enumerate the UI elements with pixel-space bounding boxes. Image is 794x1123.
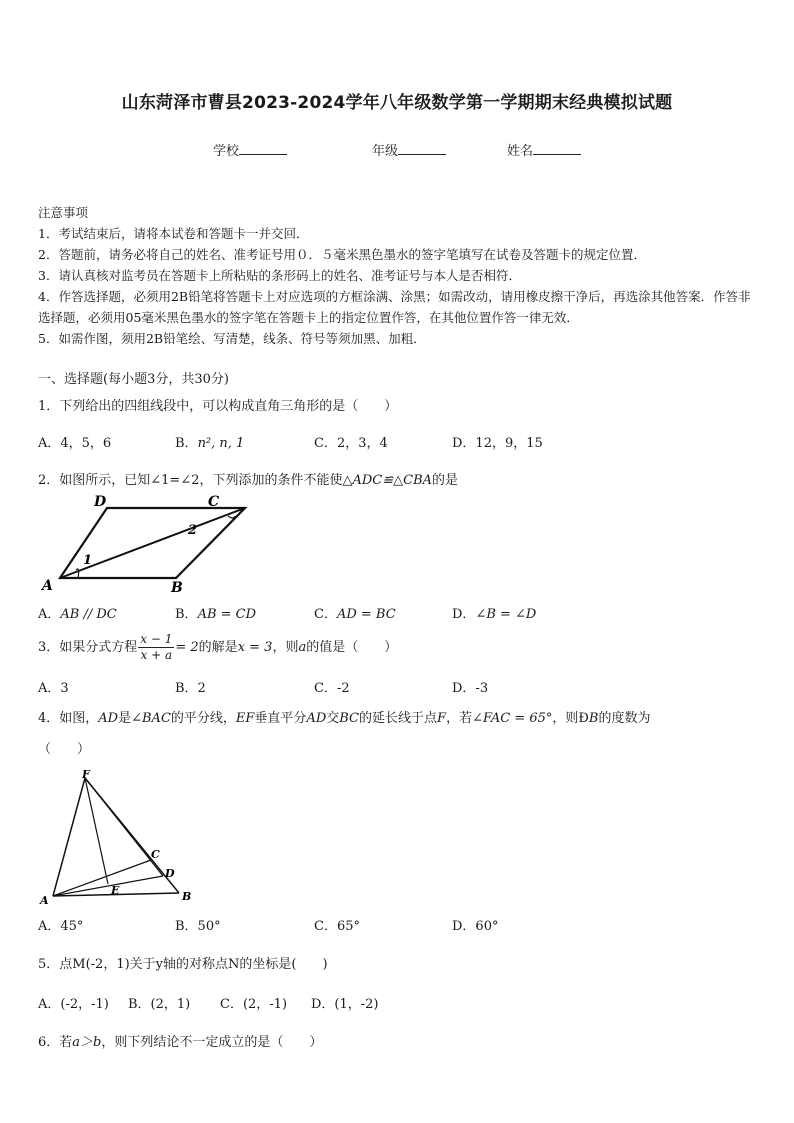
q5-option-b: B．(2，1)	[128, 997, 191, 1012]
q4-text-7: ，若	[446, 711, 473, 726]
q1-option-a: A．4，5，6	[38, 436, 112, 451]
q2-option-d	[452, 603, 536, 622]
fig4-label-a: A	[40, 894, 49, 906]
q3-fraction	[138, 632, 174, 663]
q6-expr: a＞b	[72, 1035, 102, 1050]
q3-variable: a	[298, 640, 307, 655]
q4-angle-fac: ∠FAC = 65°	[472, 711, 553, 726]
q5-option-c: C．(2，-1)	[220, 997, 288, 1012]
school-field	[213, 140, 287, 159]
q4-point-f: F	[437, 711, 447, 726]
q2-stem-text: 2．如图所示，已知∠1=∠2，下列添加的条件不能使	[38, 473, 343, 488]
fig2-label-a: A	[42, 578, 53, 594]
q6-text-pre: 6．若	[38, 1035, 73, 1050]
q4-text-1: 4．如图，	[38, 711, 99, 726]
q4-text-5: 交	[326, 711, 340, 726]
q2-option-c	[314, 603, 396, 622]
fig2-angle-2: 2	[188, 523, 198, 538]
q4-text-2: 是	[118, 711, 132, 726]
q2-option-a	[38, 603, 117, 622]
q5-option-a: A．(-2，-1)	[38, 997, 109, 1012]
q3-option-c: C．-2	[314, 681, 350, 696]
q3-solution: x = 3	[237, 640, 273, 655]
q3-fraction-denominator: x + a	[140, 648, 173, 662]
question-6-stem	[38, 1031, 322, 1050]
q3-stem-end: 的值是（ ）	[306, 640, 398, 655]
fig4-label-f: F	[82, 768, 90, 781]
name-blank	[533, 142, 581, 155]
q1-option-b	[175, 432, 244, 451]
q3-option-b: B．2	[175, 681, 206, 696]
note-item-2: 2．答题前，请务必将自己的姓名、准考证号用０．５毫米黑色墨水的签字笔填写在试卷及答题卡的规定位置．	[38, 247, 646, 262]
q4-angle-bac: ∠BAC	[131, 711, 171, 726]
page-title: 山东菏泽市曹县2023-2024学年八年级数学第一学期期末经典模拟试题	[121, 93, 673, 113]
question-3-stem	[38, 629, 397, 667]
q4-option-b: B．50°	[175, 919, 221, 934]
fig2-label-c: C	[208, 494, 220, 510]
notes-heading: 注意事项	[38, 205, 89, 220]
section-heading: 一、选择题(每小题3分，共30分)	[38, 372, 229, 387]
grade-blank	[398, 142, 446, 155]
triangle-figure	[38, 766, 198, 906]
q4-option-a: A．45°	[38, 919, 84, 934]
fig4-label-c: C	[151, 848, 160, 861]
q1-option-c: C．2，3，4	[314, 436, 388, 451]
q4-option-c: C．65°	[314, 919, 360, 934]
question-4-stem	[38, 707, 650, 726]
q3-stem-mid: 的解是	[198, 640, 238, 655]
parallelogram-figure	[38, 492, 258, 596]
q4-text-3: 的平分线，	[170, 711, 236, 726]
q3-stem-text: 3．如果分式方程	[38, 640, 138, 655]
note-item-4: 4．作答选择题，必须用2B铅笔将答题卡上对应选项的方框涂满、涂黑；如需改动，请用橡皮擦干净后，再选涂其他答案．作答非选择题，必须用05毫米黑色墨水的签字笔在答题卡上的指定位置作答，在其他位置作答一律无效．	[38, 289, 751, 325]
fig2-label-d: D	[94, 494, 107, 510]
q3-option-d: D．-3	[452, 681, 489, 696]
fig4-label-e: E	[111, 884, 120, 897]
q4-ad: AD	[98, 711, 119, 726]
name-label: 姓名	[507, 144, 534, 159]
q2-stem-expr: △ADC≌△CBA	[342, 473, 433, 488]
q2-option-c-expr: AD = BC	[336, 607, 396, 622]
note-item-5: 5．如需作图，须用2B铅笔绘、写清楚，线条、符号等须加黑、加粗．	[38, 331, 426, 346]
q3-fraction-numerator: x − 1	[140, 632, 173, 646]
school-blank	[239, 142, 287, 155]
note-item-3: 3．请认真核对监考员在答题卡上所粘贴的条形码上的姓名、准考证号与本人是否相符．	[38, 268, 521, 283]
question-5-stem: 5．点M(-2，1)关于y轴的对称点N的坐标是( )	[38, 957, 328, 972]
fig4-label-d: D	[165, 867, 175, 880]
q2-option-a-label: A．	[38, 607, 61, 622]
q4-ef: EF	[235, 711, 255, 726]
q2-stem-end: 的是	[432, 473, 459, 488]
q2-option-d-label: D．	[452, 607, 476, 622]
name-field	[507, 140, 581, 159]
q2-option-d-expr: ∠B = ∠D	[475, 607, 537, 622]
note-item-1: 1．考试结束后，请将本试卷和答题卡一并交回．	[38, 226, 309, 241]
q3-equals: = 2	[175, 640, 199, 655]
q4-text-6: 的延长线于点	[359, 711, 438, 726]
question-1-stem: 1．下列给出的四组线段中，可以构成直角三角形的是（ ）	[38, 399, 398, 414]
q2-option-c-label: C．	[314, 607, 337, 622]
q3-option-a: A．3	[38, 681, 69, 696]
q1-option-d: D．12，9，15	[452, 436, 543, 451]
q4-text-4: 垂直平分	[254, 711, 307, 726]
q2-option-b-label: B．	[175, 607, 198, 622]
q4-point-b: B	[588, 711, 599, 726]
q3-stem-mid2: ，则	[272, 640, 299, 655]
q6-text-post: ，则下列结论不一定成立的是（ ）	[101, 1035, 323, 1050]
fig2-angle-1: 1	[83, 553, 93, 568]
q4-bc: BC	[339, 711, 360, 726]
q4-text-8: ，则Ð	[552, 711, 589, 726]
fig4-label-b: B	[182, 890, 192, 903]
q2-option-b	[175, 603, 256, 622]
q2-option-b-expr: AB = CD	[197, 607, 257, 622]
q2-option-a-expr: AB // DC	[60, 607, 117, 622]
notes-block	[38, 202, 758, 349]
question-2-stem	[38, 469, 458, 488]
q5-option-d: D．(1，-2)	[311, 997, 379, 1012]
q1-option-b-expr: n², n, 1	[197, 436, 245, 451]
q4-text-9: 的度数为	[598, 711, 651, 726]
q4-option-d: D．60°	[452, 919, 499, 934]
q4-answer-paren: （ ）	[38, 742, 91, 757]
grade-field	[372, 140, 446, 159]
grade-label: 年级	[372, 144, 399, 159]
fig2-label-b: B	[171, 580, 183, 596]
school-label: 学校	[213, 144, 240, 159]
q4-ad-2: AD	[306, 711, 327, 726]
q1-option-b-label: B．	[175, 436, 198, 451]
